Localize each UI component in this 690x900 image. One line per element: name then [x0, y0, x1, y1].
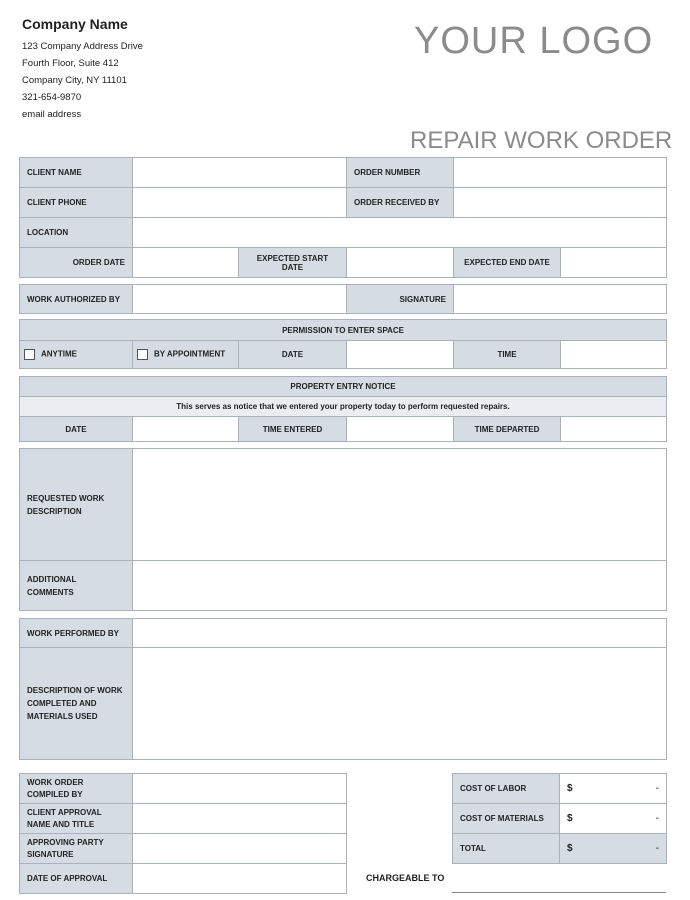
entry-notice-table [19, 376, 667, 442]
company-address-2: Fourth Floor, Suite 412 [22, 58, 119, 69]
by-appointment-checkbox[interactable] [137, 349, 148, 360]
expected-end-field[interactable] [561, 248, 667, 278]
work-performed-by-label: WORK PERFORMED BY [20, 619, 133, 648]
compiled-by-label: WORK ORDER COMPILED BY [20, 774, 133, 804]
order-date-label: ORDER DATE [20, 248, 133, 278]
signature-field[interactable] [454, 285, 667, 314]
total-amount: - [655, 843, 659, 854]
permission-time-field[interactable] [561, 341, 667, 369]
work-description-field[interactable] [133, 648, 667, 760]
cost-of-materials-field[interactable] [560, 804, 667, 834]
by-appointment-option[interactable] [133, 341, 239, 369]
entry-notice-message: This serves as notice that we entered your property today to perform requested repairs. [176, 402, 510, 411]
page-title: REPAIR WORK ORDER [410, 127, 673, 154]
permission-header: PERMISSION TO ENTER SPACE [20, 320, 667, 341]
chargeable-to-label: CHARGEABLE TO [366, 873, 445, 883]
company-phone: 321-654-9870 [22, 92, 82, 103]
entry-notice-text [20, 397, 667, 417]
anytime-label: ANYTIME [41, 349, 77, 359]
date-of-approval-label: DATE OF APPROVAL [20, 864, 133, 894]
client-info-table [19, 157, 667, 248]
time-departed-field[interactable] [561, 417, 667, 442]
location-field[interactable] [133, 218, 667, 248]
permission-time-label: TIME [454, 341, 561, 369]
company-info [22, 16, 143, 123]
work-performed-table [19, 618, 667, 760]
company-city: Company City, NY 11101 [22, 75, 127, 86]
order-received-by-field[interactable] [454, 188, 667, 218]
order-number-field[interactable] [454, 158, 667, 188]
permission-date-label: DATE [239, 341, 347, 369]
permission-date-field[interactable] [347, 341, 454, 369]
authorization-table [19, 284, 667, 314]
total-field [560, 834, 667, 864]
location-label: LOCATION [20, 218, 133, 248]
logo-placeholder: YOUR LOGO [414, 20, 654, 62]
client-name-label: CLIENT NAME [20, 158, 133, 188]
client-phone-label: CLIENT PHONE [20, 188, 133, 218]
entry-date-label: DATE [20, 417, 133, 442]
company-email: email address [22, 109, 82, 120]
by-appointment-label: BY APPOINTMENT [154, 349, 226, 359]
cost-of-labor-label: COST OF LABOR [453, 774, 560, 804]
entry-notice-header: PROPERTY ENTRY NOTICE [20, 377, 667, 397]
approving-signature-label: APPROVING PARTY SIGNATURE [20, 834, 133, 864]
client-approval-field[interactable] [133, 804, 347, 834]
company-name: Company Name [22, 16, 128, 32]
company-address-1: 123 Company Address Drive [22, 41, 143, 52]
materials-currency: $ [567, 813, 573, 824]
compiled-by-field[interactable] [133, 774, 347, 804]
chargeable-to-line[interactable] [452, 892, 666, 893]
labor-amount: - [655, 783, 659, 794]
labor-currency: $ [567, 783, 573, 794]
anytime-option[interactable] [20, 341, 133, 369]
client-phone-field[interactable] [133, 188, 347, 218]
work-performed-by-field[interactable] [133, 619, 667, 648]
additional-comments-label: ADDITIONAL COMMENTS [20, 561, 133, 611]
requested-work-label: REQUESTED WORK DESCRIPTION [20, 449, 133, 561]
time-entered-label: TIME ENTERED [239, 417, 347, 442]
order-number-label: ORDER NUMBER [347, 158, 454, 188]
requested-work-field[interactable] [133, 449, 667, 561]
client-approval-label: CLIENT APPROVAL NAME AND TITLE [20, 804, 133, 834]
approving-signature-field[interactable] [133, 834, 347, 864]
work-authorized-by-label: WORK AUTHORIZED BY [20, 285, 133, 314]
expected-start-field[interactable] [347, 248, 454, 278]
work-authorized-by-field[interactable] [133, 285, 347, 314]
work-description-label: DESCRIPTION OF WORK COMPLETED AND MATERIALS USED [20, 648, 133, 760]
additional-comments-field[interactable] [133, 561, 667, 611]
order-date-field[interactable] [133, 248, 239, 278]
cost-of-materials-label: COST OF MATERIALS [453, 804, 560, 834]
signature-label: SIGNATURE [347, 285, 454, 314]
total-currency: $ [567, 843, 573, 854]
time-departed-label: TIME DEPARTED [454, 417, 561, 442]
materials-amount: - [655, 813, 659, 824]
cost-of-labor-field[interactable] [560, 774, 667, 804]
time-entered-field[interactable] [347, 417, 454, 442]
date-of-approval-field[interactable] [133, 864, 347, 894]
requested-work-table [19, 448, 667, 611]
dates-table [19, 247, 667, 278]
approval-table [19, 773, 347, 894]
total-label: TOTAL [453, 834, 560, 864]
expected-start-label: EXPECTED START DATE [239, 248, 347, 278]
order-received-by-label: ORDER RECEIVED BY [347, 188, 454, 218]
entry-date-field[interactable] [133, 417, 239, 442]
permission-table [19, 319, 667, 369]
anytime-checkbox[interactable] [24, 349, 35, 360]
costs-table [452, 773, 667, 864]
expected-end-label: EXPECTED END DATE [454, 248, 561, 278]
client-name-field[interactable] [133, 158, 347, 188]
